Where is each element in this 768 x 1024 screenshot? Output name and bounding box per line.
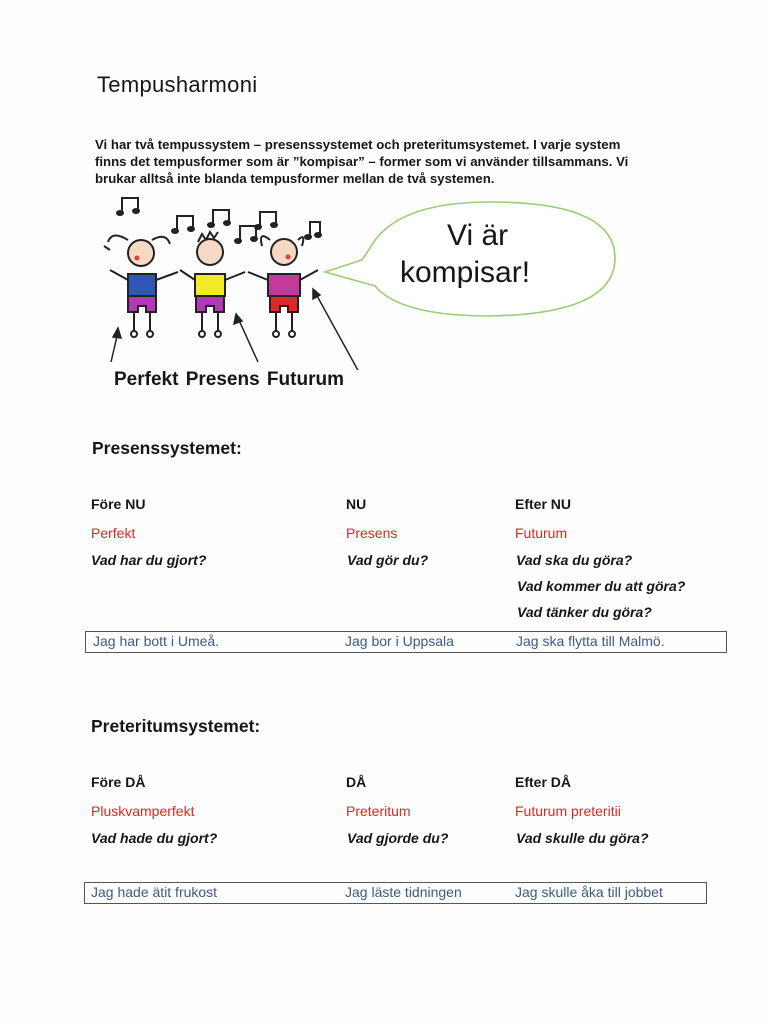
illustration-labels: Perfekt Presens Futurum [114, 369, 344, 390]
tense-name: Presens [346, 525, 398, 541]
question-text: Vad gjorde du? [347, 830, 449, 846]
kids-illustration [0, 190, 768, 370]
page-title: Tempusharmoni [97, 72, 258, 97]
question-text: Vad kommer du att göra? [517, 578, 686, 594]
bubble-text-line1: Vi är [447, 219, 509, 252]
column-head: Efter DÅ [515, 774, 572, 790]
question-text: Vad tänker du göra? [517, 604, 652, 620]
intro-line: Vi har två tempussystem – presenssystemet och preteritumsystemet. I varje system [95, 137, 621, 152]
question-text: Vad har du gjort? [91, 552, 207, 568]
tense-name: Perfekt [91, 525, 136, 541]
column-head: Före NU [91, 496, 146, 512]
column-head: Efter NU [515, 496, 572, 512]
example-sentence: Jag ska flytta till Malmö. [516, 633, 665, 649]
intro-line: brukar alltså inte blanda tempusformer mellan de två systemen. [95, 171, 495, 186]
question-text: Vad hade du gjort? [91, 830, 218, 846]
bubble-text-line2: kompisar! [400, 256, 531, 289]
example-sentence: Jag har bott i Umeå. [93, 633, 220, 649]
example-sentence: Jag bor i Uppsala [345, 633, 454, 649]
tense-name: Futurum [515, 525, 568, 541]
column-head: NU [346, 496, 367, 512]
question-text: Vad gör du? [347, 552, 429, 568]
intro-paragraph [95, 136, 695, 187]
section-heading-presens: Presenssystemet: [92, 438, 242, 458]
music-notes-icon [117, 198, 321, 243]
question-text: Vad skulle du göra? [516, 830, 649, 846]
question-text: Vad ska du göra? [516, 552, 633, 568]
section-heading-preteritum: Preteritumsystemet: [91, 716, 261, 736]
example-sentence: Jag läste tidningen [345, 884, 462, 900]
tense-name: Futurum preteritii [515, 803, 621, 819]
example-sentence: Jag hade ätit frukost [91, 884, 218, 900]
tense-name: Preteritum [346, 803, 411, 819]
column-head: Före DÅ [91, 774, 146, 790]
kid-perfekt-figure [104, 235, 178, 337]
column-head: DÅ [346, 774, 367, 790]
intro-line: finns det tempusformer som är ”kompisar” – former som vi använder tillsammans. Vi [95, 154, 629, 169]
tense-name: Pluskvamperfekt [91, 803, 195, 819]
example-sentence: Jag skulle åka till jobbet [515, 884, 663, 900]
kid-futurum-figure [248, 236, 318, 337]
